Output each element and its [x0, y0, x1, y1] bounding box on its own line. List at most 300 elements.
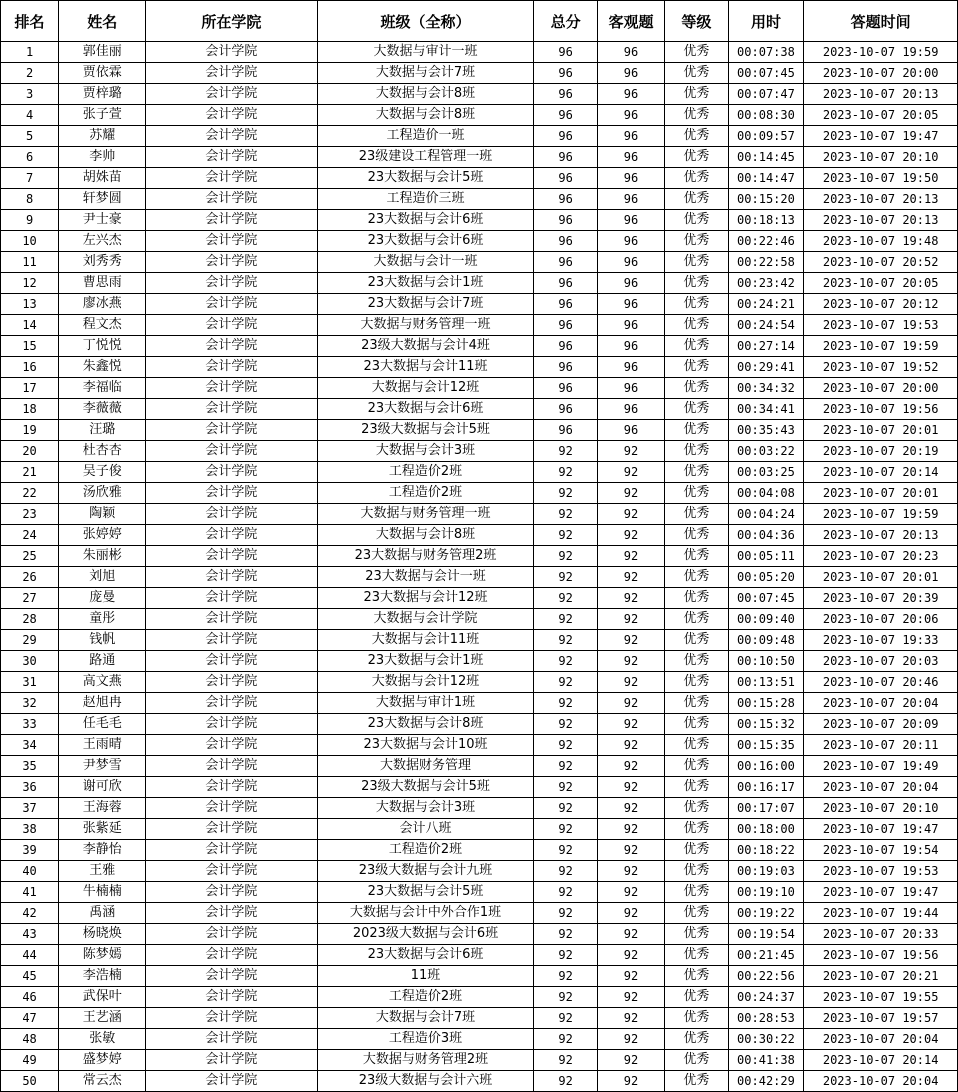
- objective-score-cell: 92: [597, 441, 664, 462]
- total-score-cell: 96: [534, 189, 597, 210]
- college-cell: 会计学院: [146, 630, 317, 651]
- grade-cell: 优秀: [665, 504, 728, 525]
- class-cell: 23大数据与会计12班: [317, 588, 534, 609]
- total-score-cell: 92: [534, 861, 597, 882]
- college-cell: 会计学院: [146, 483, 317, 504]
- grade-cell: 优秀: [665, 693, 728, 714]
- table-row: [1, 1008, 958, 1029]
- grade-cell: 优秀: [665, 987, 728, 1008]
- college-cell: 会计学院: [146, 567, 317, 588]
- total-score-cell: 96: [534, 84, 597, 105]
- class-cell: 大数据与会计8班: [317, 105, 534, 126]
- objective-score-cell: 92: [597, 924, 664, 945]
- college-cell: 会计学院: [146, 861, 317, 882]
- rank-cell: 14: [1, 315, 59, 336]
- class-cell: 23大数据与会计7班: [317, 294, 534, 315]
- total-score-cell: 92: [534, 903, 597, 924]
- header-rank: 排名: [1, 1, 59, 42]
- college-cell: 会计学院: [146, 840, 317, 861]
- class-cell: 会计八班: [317, 819, 534, 840]
- college-cell: 会计学院: [146, 945, 317, 966]
- college-cell: 会计学院: [146, 315, 317, 336]
- objective-score-cell: 92: [597, 714, 664, 735]
- objective-score-cell: 92: [597, 861, 664, 882]
- answer-time-cell: 2023-10-07 20:01: [804, 567, 958, 588]
- duration-cell: 00:08:30: [728, 105, 804, 126]
- rank-cell: 18: [1, 399, 59, 420]
- duration-cell: 00:14:45: [728, 147, 804, 168]
- name-cell: 苏耀: [59, 126, 146, 147]
- grade-cell: 优秀: [665, 420, 728, 441]
- name-cell: 路通: [59, 651, 146, 672]
- name-cell: 廖冰燕: [59, 294, 146, 315]
- grade-cell: 优秀: [665, 819, 728, 840]
- objective-score-cell: 96: [597, 210, 664, 231]
- class-cell: 工程造价2班: [317, 987, 534, 1008]
- rank-cell: 40: [1, 861, 59, 882]
- table-row: [1, 42, 958, 63]
- objective-score-cell: 92: [597, 1050, 664, 1071]
- college-cell: 会计学院: [146, 84, 317, 105]
- objective-score-cell: 96: [597, 168, 664, 189]
- total-score-cell: 96: [534, 168, 597, 189]
- table-row: [1, 1071, 958, 1092]
- answer-time-cell: 2023-10-07 20:10: [804, 798, 958, 819]
- college-cell: 会计学院: [146, 1050, 317, 1071]
- total-score-cell: 92: [534, 462, 597, 483]
- name-cell: 张紫延: [59, 819, 146, 840]
- header-duration: 用时: [728, 1, 804, 42]
- name-cell: 禹涵: [59, 903, 146, 924]
- class-cell: 大数据与会计8班: [317, 84, 534, 105]
- total-score-cell: 96: [534, 336, 597, 357]
- college-cell: 会计学院: [146, 105, 317, 126]
- class-cell: 大数据与会计中外合作1班: [317, 903, 534, 924]
- table-row: [1, 777, 958, 798]
- rank-cell: 22: [1, 483, 59, 504]
- answer-time-cell: 2023-10-07 19:53: [804, 861, 958, 882]
- duration-cell: 00:34:41: [728, 399, 804, 420]
- name-cell: 张子萱: [59, 105, 146, 126]
- grade-cell: 优秀: [665, 399, 728, 420]
- name-cell: 刘旭: [59, 567, 146, 588]
- college-cell: 会计学院: [146, 693, 317, 714]
- class-cell: 23大数据与会计6班: [317, 210, 534, 231]
- table-row: [1, 672, 958, 693]
- rank-cell: 48: [1, 1029, 59, 1050]
- name-cell: 陈梦嫣: [59, 945, 146, 966]
- class-cell: 大数据与会计7班: [317, 63, 534, 84]
- class-cell: 23大数据与会计5班: [317, 168, 534, 189]
- college-cell: 会计学院: [146, 189, 317, 210]
- rank-cell: 21: [1, 462, 59, 483]
- total-score-cell: 92: [534, 1071, 597, 1092]
- table-row: [1, 588, 958, 609]
- total-score-cell: 92: [534, 504, 597, 525]
- name-cell: 童彤: [59, 609, 146, 630]
- total-score-cell: 96: [534, 126, 597, 147]
- answer-time-cell: 2023-10-07 20:01: [804, 483, 958, 504]
- grade-cell: 优秀: [665, 441, 728, 462]
- answer-time-cell: 2023-10-07 20:05: [804, 105, 958, 126]
- class-cell: 大数据与财务管理2班: [317, 1050, 534, 1071]
- name-cell: 王雅: [59, 861, 146, 882]
- total-score-cell: 92: [534, 651, 597, 672]
- grade-cell: 优秀: [665, 336, 728, 357]
- objective-score-cell: 92: [597, 798, 664, 819]
- answer-time-cell: 2023-10-07 19:47: [804, 882, 958, 903]
- college-cell: 会计学院: [146, 441, 317, 462]
- answer-time-cell: 2023-10-07 20:21: [804, 966, 958, 987]
- duration-cell: 00:07:45: [728, 63, 804, 84]
- name-cell: 胡姝苗: [59, 168, 146, 189]
- name-cell: 常云杰: [59, 1071, 146, 1092]
- class-cell: 11班: [317, 966, 534, 987]
- class-cell: 大数据与会计8班: [317, 525, 534, 546]
- table-body: [1, 42, 958, 1092]
- answer-time-cell: 2023-10-07 19:59: [804, 42, 958, 63]
- answer-time-cell: 2023-10-07 19:55: [804, 987, 958, 1008]
- total-score-cell: 92: [534, 966, 597, 987]
- duration-cell: 00:16:00: [728, 756, 804, 777]
- table-row: [1, 441, 958, 462]
- grade-cell: 优秀: [665, 63, 728, 84]
- objective-score-cell: 96: [597, 315, 664, 336]
- rank-cell: 15: [1, 336, 59, 357]
- answer-time-cell: 2023-10-07 20:39: [804, 588, 958, 609]
- grade-cell: 优秀: [665, 126, 728, 147]
- objective-score-cell: 92: [597, 945, 664, 966]
- college-cell: 会计学院: [146, 924, 317, 945]
- class-cell: 大数据与财务管理一班: [317, 315, 534, 336]
- rank-cell: 23: [1, 504, 59, 525]
- grade-cell: 优秀: [665, 315, 728, 336]
- college-cell: 会计学院: [146, 504, 317, 525]
- total-score-cell: 96: [534, 147, 597, 168]
- rank-cell: 26: [1, 567, 59, 588]
- total-score-cell: 92: [534, 882, 597, 903]
- rank-cell: 9: [1, 210, 59, 231]
- table-row: [1, 630, 958, 651]
- rank-cell: 34: [1, 735, 59, 756]
- objective-score-cell: 96: [597, 126, 664, 147]
- total-score-cell: 96: [534, 210, 597, 231]
- objective-score-cell: 96: [597, 336, 664, 357]
- name-cell: 武保叶: [59, 987, 146, 1008]
- answer-time-cell: 2023-10-07 19:48: [804, 231, 958, 252]
- table-row: [1, 63, 958, 84]
- table-row: [1, 567, 958, 588]
- class-cell: 大数据与会计一班: [317, 252, 534, 273]
- header-objective-score: 客观题: [597, 1, 664, 42]
- name-cell: 高文燕: [59, 672, 146, 693]
- college-cell: 会计学院: [146, 252, 317, 273]
- class-cell: 23级大数据与会计4班: [317, 336, 534, 357]
- answer-time-cell: 2023-10-07 20:04: [804, 777, 958, 798]
- grade-cell: 优秀: [665, 756, 728, 777]
- table-row: [1, 945, 958, 966]
- duration-cell: 00:07:38: [728, 42, 804, 63]
- college-cell: 会计学院: [146, 168, 317, 189]
- rank-cell: 43: [1, 924, 59, 945]
- rank-cell: 39: [1, 840, 59, 861]
- table-row: [1, 714, 958, 735]
- duration-cell: 00:07:45: [728, 588, 804, 609]
- total-score-cell: 96: [534, 231, 597, 252]
- header-answer-time: 答题时间: [804, 1, 958, 42]
- class-cell: 工程造价2班: [317, 462, 534, 483]
- duration-cell: 00:27:14: [728, 336, 804, 357]
- answer-time-cell: 2023-10-07 20:13: [804, 210, 958, 231]
- total-score-cell: 96: [534, 357, 597, 378]
- total-score-cell: 92: [534, 924, 597, 945]
- class-cell: 大数据与会计3班: [317, 441, 534, 462]
- name-cell: 李福临: [59, 378, 146, 399]
- answer-time-cell: 2023-10-07 20:13: [804, 189, 958, 210]
- total-score-cell: 92: [534, 1029, 597, 1050]
- rank-cell: 19: [1, 420, 59, 441]
- rank-cell: 10: [1, 231, 59, 252]
- total-score-cell: 96: [534, 252, 597, 273]
- class-cell: 大数据与会计3班: [317, 798, 534, 819]
- header-college: 所在学院: [146, 1, 317, 42]
- total-score-cell: 92: [534, 819, 597, 840]
- table-row: [1, 105, 958, 126]
- table-row: [1, 126, 958, 147]
- name-cell: 吴子俊: [59, 462, 146, 483]
- class-cell: 23大数据与会计1班: [317, 273, 534, 294]
- answer-time-cell: 2023-10-07 20:00: [804, 63, 958, 84]
- class-cell: 大数据与会计7班: [317, 1008, 534, 1029]
- name-cell: 轩梦圆: [59, 189, 146, 210]
- class-cell: 工程造价三班: [317, 189, 534, 210]
- answer-time-cell: 2023-10-07 20:11: [804, 735, 958, 756]
- header-name: 姓名: [59, 1, 146, 42]
- objective-score-cell: 96: [597, 42, 664, 63]
- table-row: [1, 357, 958, 378]
- grade-cell: 优秀: [665, 273, 728, 294]
- total-score-cell: 92: [534, 693, 597, 714]
- rank-cell: 27: [1, 588, 59, 609]
- total-score-cell: 92: [534, 525, 597, 546]
- grade-cell: 优秀: [665, 378, 728, 399]
- table-row: [1, 840, 958, 861]
- class-cell: 大数据财务管理: [317, 756, 534, 777]
- answer-time-cell: 2023-10-07 19:53: [804, 315, 958, 336]
- answer-time-cell: 2023-10-07 19:54: [804, 840, 958, 861]
- table-row: [1, 168, 958, 189]
- duration-cell: 00:19:03: [728, 861, 804, 882]
- name-cell: 朱丽彬: [59, 546, 146, 567]
- grade-cell: 优秀: [665, 798, 728, 819]
- rank-cell: 16: [1, 357, 59, 378]
- name-cell: 贾依霖: [59, 63, 146, 84]
- grade-cell: 优秀: [665, 609, 728, 630]
- college-cell: 会计学院: [146, 903, 317, 924]
- name-cell: 陶颖: [59, 504, 146, 525]
- answer-time-cell: 2023-10-07 19:49: [804, 756, 958, 777]
- answer-time-cell: 2023-10-07 20:19: [804, 441, 958, 462]
- grade-cell: 优秀: [665, 924, 728, 945]
- table-row: [1, 903, 958, 924]
- answer-time-cell: 2023-10-07 20:06: [804, 609, 958, 630]
- total-score-cell: 92: [534, 609, 597, 630]
- rank-cell: 46: [1, 987, 59, 1008]
- objective-score-cell: 96: [597, 231, 664, 252]
- grade-cell: 优秀: [665, 189, 728, 210]
- name-cell: 曹思雨: [59, 273, 146, 294]
- college-cell: 会计学院: [146, 357, 317, 378]
- objective-score-cell: 92: [597, 777, 664, 798]
- duration-cell: 00:35:43: [728, 420, 804, 441]
- duration-cell: 00:16:17: [728, 777, 804, 798]
- duration-cell: 00:24:37: [728, 987, 804, 1008]
- total-score-cell: 92: [534, 630, 597, 651]
- name-cell: 张敏: [59, 1029, 146, 1050]
- grade-cell: 优秀: [665, 1029, 728, 1050]
- class-cell: 23级大数据与会计六班: [317, 1071, 534, 1092]
- name-cell: 左兴杰: [59, 231, 146, 252]
- total-score-cell: 92: [534, 441, 597, 462]
- objective-score-cell: 92: [597, 525, 664, 546]
- grade-cell: 优秀: [665, 231, 728, 252]
- answer-time-cell: 2023-10-07 20:13: [804, 525, 958, 546]
- duration-cell: 00:42:29: [728, 1071, 804, 1092]
- total-score-cell: 96: [534, 63, 597, 84]
- rank-cell: 1: [1, 42, 59, 63]
- grade-cell: 优秀: [665, 168, 728, 189]
- objective-score-cell: 92: [597, 483, 664, 504]
- table-row: [1, 273, 958, 294]
- duration-cell: 00:04:24: [728, 504, 804, 525]
- grade-cell: 优秀: [665, 357, 728, 378]
- college-cell: 会计学院: [146, 231, 317, 252]
- total-score-cell: 96: [534, 315, 597, 336]
- table-row: [1, 378, 958, 399]
- college-cell: 会计学院: [146, 63, 317, 84]
- grade-cell: 优秀: [665, 84, 728, 105]
- objective-score-cell: 92: [597, 735, 664, 756]
- objective-score-cell: 92: [597, 651, 664, 672]
- table-row: [1, 693, 958, 714]
- rank-cell: 4: [1, 105, 59, 126]
- college-cell: 会计学院: [146, 546, 317, 567]
- college-cell: 会计学院: [146, 609, 317, 630]
- grade-cell: 优秀: [665, 945, 728, 966]
- duration-cell: 00:14:47: [728, 168, 804, 189]
- duration-cell: 00:23:42: [728, 273, 804, 294]
- rank-cell: 5: [1, 126, 59, 147]
- objective-score-cell: 96: [597, 63, 664, 84]
- total-score-cell: 96: [534, 420, 597, 441]
- college-cell: 会计学院: [146, 1029, 317, 1050]
- rank-cell: 47: [1, 1008, 59, 1029]
- answer-time-cell: 2023-10-07 19:57: [804, 1008, 958, 1029]
- objective-score-cell: 92: [597, 1029, 664, 1050]
- grade-cell: 优秀: [665, 882, 728, 903]
- answer-time-cell: 2023-10-07 19:44: [804, 903, 958, 924]
- name-cell: 盛梦婷: [59, 1050, 146, 1071]
- grade-cell: 优秀: [665, 714, 728, 735]
- class-cell: 23大数据与会计6班: [317, 399, 534, 420]
- class-cell: 2023级大数据与会计6班: [317, 924, 534, 945]
- class-cell: 23级建设工程管理一班: [317, 147, 534, 168]
- header-class: 班级（全称）: [317, 1, 534, 42]
- table-row: [1, 546, 958, 567]
- table-row: [1, 882, 958, 903]
- duration-cell: 00:34:32: [728, 378, 804, 399]
- table-row: [1, 966, 958, 987]
- table-header: [1, 1, 958, 42]
- college-cell: 会计学院: [146, 819, 317, 840]
- name-cell: 李帅: [59, 147, 146, 168]
- grade-cell: 优秀: [665, 1008, 728, 1029]
- class-cell: 23大数据与会计11班: [317, 357, 534, 378]
- total-score-cell: 92: [534, 798, 597, 819]
- objective-score-cell: 92: [597, 546, 664, 567]
- rank-cell: 31: [1, 672, 59, 693]
- name-cell: 李薇薇: [59, 399, 146, 420]
- name-cell: 王艺涵: [59, 1008, 146, 1029]
- name-cell: 汪璐: [59, 420, 146, 441]
- objective-score-cell: 92: [597, 903, 664, 924]
- name-cell: 牛楠楠: [59, 882, 146, 903]
- rank-cell: 25: [1, 546, 59, 567]
- objective-score-cell: 96: [597, 378, 664, 399]
- grade-cell: 优秀: [665, 588, 728, 609]
- answer-time-cell: 2023-10-07 20:03: [804, 651, 958, 672]
- answer-time-cell: 2023-10-07 20:00: [804, 378, 958, 399]
- total-score-cell: 92: [534, 483, 597, 504]
- grade-cell: 优秀: [665, 672, 728, 693]
- name-cell: 谢可欣: [59, 777, 146, 798]
- objective-score-cell: 92: [597, 1071, 664, 1092]
- total-score-cell: 96: [534, 399, 597, 420]
- class-cell: 23大数据与会计6班: [317, 231, 534, 252]
- grade-cell: 优秀: [665, 147, 728, 168]
- answer-time-cell: 2023-10-07 19:56: [804, 399, 958, 420]
- duration-cell: 00:13:51: [728, 672, 804, 693]
- table-row: [1, 819, 958, 840]
- duration-cell: 00:05:20: [728, 567, 804, 588]
- rank-cell: 8: [1, 189, 59, 210]
- answer-time-cell: 2023-10-07 20:23: [804, 546, 958, 567]
- answer-time-cell: 2023-10-07 19:56: [804, 945, 958, 966]
- answer-time-cell: 2023-10-07 20:52: [804, 252, 958, 273]
- objective-score-cell: 92: [597, 504, 664, 525]
- duration-cell: 00:15:28: [728, 693, 804, 714]
- rank-cell: 38: [1, 819, 59, 840]
- college-cell: 会计学院: [146, 987, 317, 1008]
- total-score-cell: 96: [534, 105, 597, 126]
- total-score-cell: 92: [534, 777, 597, 798]
- answer-time-cell: 2023-10-07 20:14: [804, 1050, 958, 1071]
- rank-cell: 6: [1, 147, 59, 168]
- table-row: [1, 1050, 958, 1071]
- class-cell: 大数据与审计一班: [317, 42, 534, 63]
- objective-score-cell: 92: [597, 987, 664, 1008]
- class-cell: 工程造价2班: [317, 483, 534, 504]
- college-cell: 会计学院: [146, 756, 317, 777]
- total-score-cell: 92: [534, 672, 597, 693]
- class-cell: 23大数据与会计1班: [317, 651, 534, 672]
- objective-score-cell: 92: [597, 609, 664, 630]
- objective-score-cell: 92: [597, 840, 664, 861]
- objective-score-cell: 96: [597, 84, 664, 105]
- name-cell: 杜杏杏: [59, 441, 146, 462]
- total-score-cell: 96: [534, 273, 597, 294]
- answer-time-cell: 2023-10-07 20:10: [804, 147, 958, 168]
